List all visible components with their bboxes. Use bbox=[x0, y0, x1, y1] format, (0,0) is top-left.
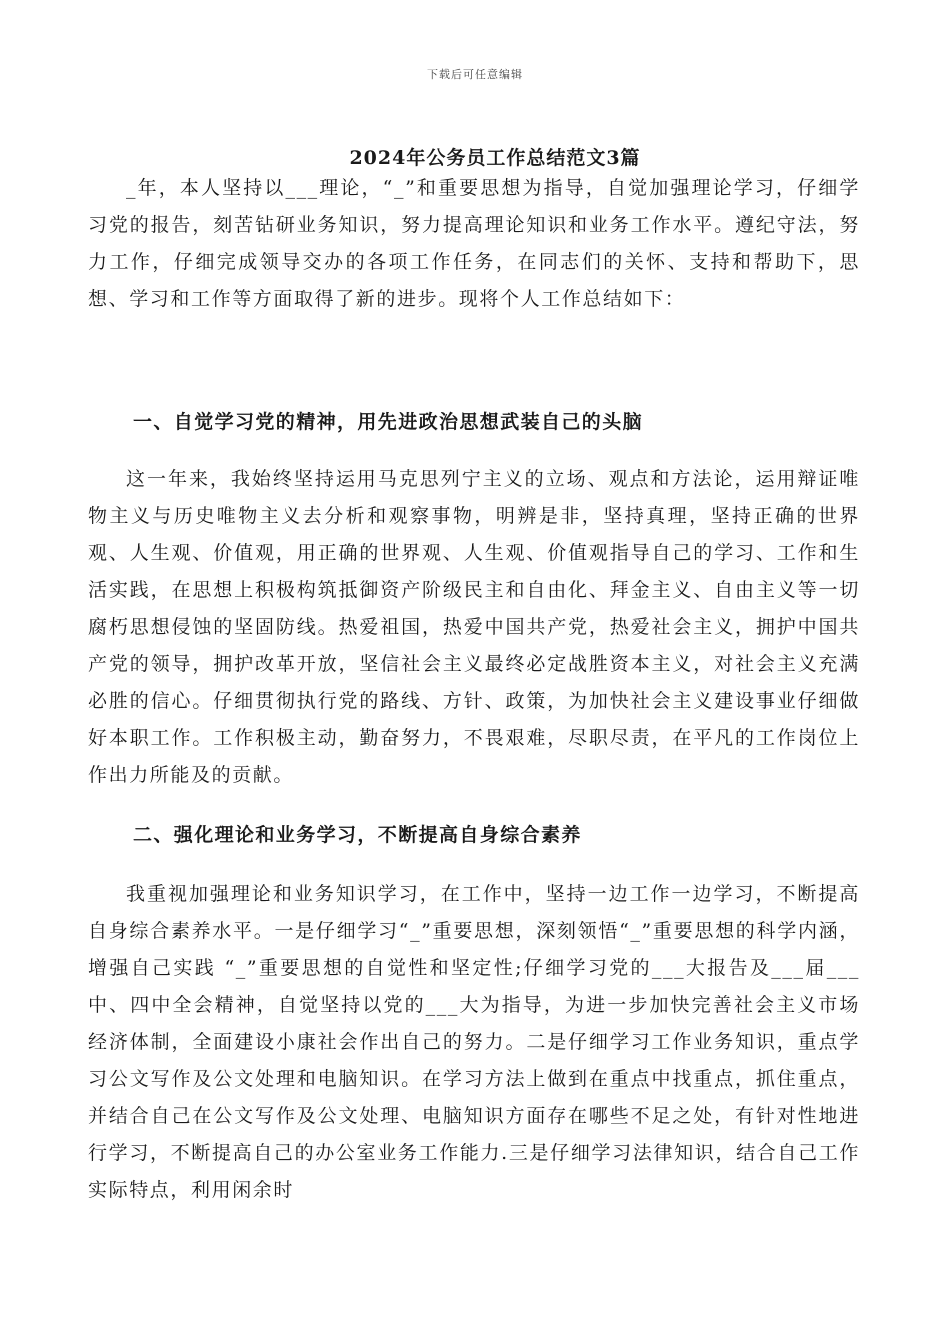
intro-paragraph: _年，本人坚持以___理论，“_”和重要思想为指导，自觉加强理论学习，仔细学习党的报告，刻苦钻研业务知识，努力提高理论知识和业务工作水平。遵纪守法，努力工作，仔细完成领导交办的各项工作任务，在同志们的关怀、支持和帮助下，思想、学习和工作等方面取得了新的进步。现将个人工作总结如下： bbox=[88, 177, 860, 310]
intro-paragraph-block bbox=[88, 170, 860, 318]
section-paragraph-2: 我重视加强理论和业务知识学习，在工作中，坚持一边工作一边学习，不断提高自身综合素养水平。一是仔细学习“_”重要思想，深刻领悟“_”重要思想的科学内涵，增强自己实践 “_”重要思想的自觉性和坚定性;仔细学习党的___大报告及___届___中、四中全会精神，自觉坚持以党的___大为指导，为进一步加快完善社会主义市场经济体制，全面建设小康社会作出自己的努力。二是仔细学习工作业务知识，重点学习公文写作及公文处理和电脑知识。在学习方法上做到在重点中找重点，抓住重点，并结合自己在公文写作及公文处理、电脑知识方面存在哪些不足之处，有针对性地进行学习，不断提高自己的办公室业务工作能力.三是仔细学习法律知识，结合自己工作实际特点，利用闲余时 bbox=[88, 883, 860, 1201]
section-body-1 bbox=[88, 461, 860, 794]
document-title: 2024年公务员工作总结范文3篇 bbox=[349, 147, 641, 169]
section-paragraph-1: 这一年来，我始终坚持运用马克思列宁主义的立场、观点和方法论，运用辩证唯物主义与历史唯物主义去分析和观察事物，明辨是非，坚持真理，坚持正确的世界观、人生观、价值观，用正确的世界观、人生观、价值观指导自己的学习、工作和生活实践，在思想上积极构筑抵御资产阶级民主和自由化、拜金主义、自由主义等一切腐朽思想侵蚀的坚固防线。热爱祖国，热爱中国共产党，热爱社会主义，拥护中国共产党的领导，拥护改革开放，坚信社会主义最终必定战胜资本主义，对社会主义充满必胜的信心。仔细贯彻执行党的路线、方针、政策，为加快社会主义建设事业仔细做好本职工作。工作积极主动，勤奋努力，不畏艰难，尽职尽责，在平凡的工作岗位上作出力所能及的贡献。 bbox=[88, 468, 860, 786]
header-note: 下载后可任意编辑 bbox=[427, 68, 523, 81]
section-heading-2: 二、强化理论和业务学习，不断提高自身综合素养 bbox=[133, 824, 582, 846]
section-heading-1: 一、自觉学习党的精神，用先进政治思想武装自己的头脑 bbox=[133, 411, 644, 433]
section-body-2 bbox=[88, 876, 860, 1209]
